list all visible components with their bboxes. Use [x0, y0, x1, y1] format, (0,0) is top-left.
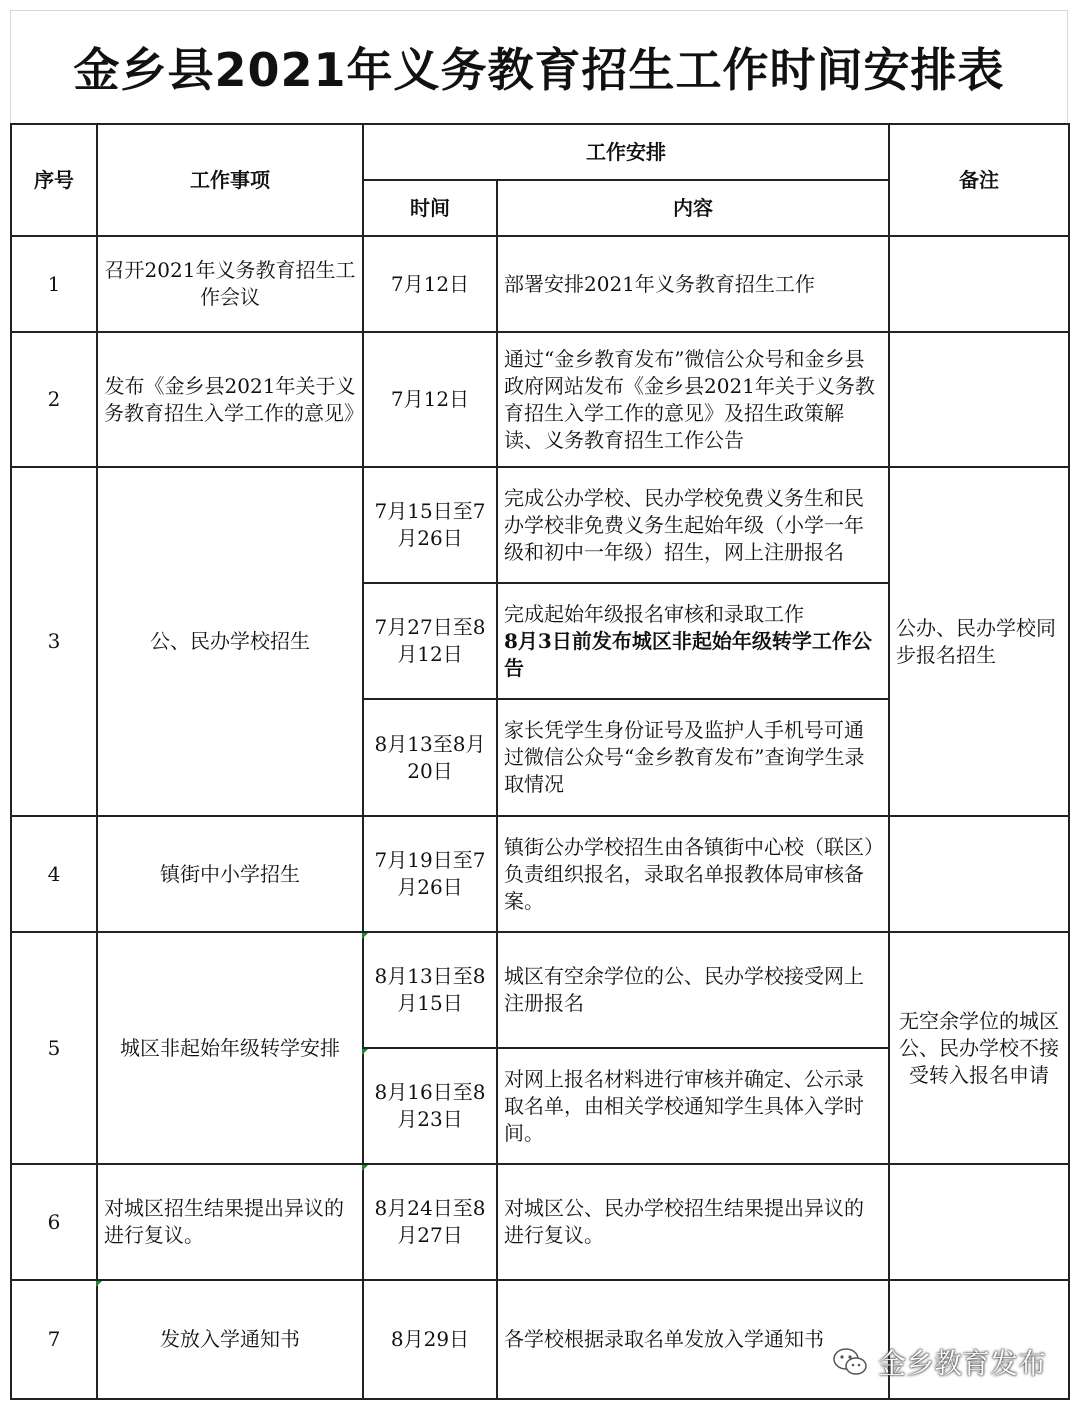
cell-content: 家长凭学生身份证号及监护人手机号可通过微信公众号“金乡教育发布”查询学生录取情况: [497, 699, 889, 816]
cell-content: 完成公办学校、民办学校免费义务生和民办学校非免费义务生起始年级（小学一年级和初中一年级）招生，网上注册报名: [497, 467, 889, 583]
cell-content: 镇街公办学校招生由各镇街中心校（联区）负责组织报名，录取名单报教体局审核备案。: [497, 816, 889, 932]
cell-seq: 1: [11, 236, 97, 332]
header-arrangement: 工作安排: [363, 124, 889, 180]
cell-time: 8月16日至8月23日: [363, 1048, 497, 1164]
table-row: [11, 332, 1069, 467]
cell-content: [497, 583, 889, 699]
cell-time: 7月15日至7月26日: [363, 467, 497, 583]
cell-seq: 2: [11, 332, 97, 467]
cell-time: 7月27日至8月12日: [363, 583, 497, 699]
cell-note: [889, 816, 1069, 932]
watermark: [832, 1340, 1046, 1384]
title-box: [10, 10, 1068, 123]
header-time: 时间: [363, 180, 497, 236]
cell-marker: [96, 1281, 102, 1287]
cell-item: 公、民办学校招生: [97, 467, 363, 816]
table-row: [11, 1164, 1069, 1280]
cell-item: 城区非起始年级转学安排: [97, 932, 363, 1164]
cell-note: [889, 332, 1069, 467]
watermark-text: 金乡教育发布: [877, 1347, 1046, 1380]
content-line: 完成起始年级报名审核和录取工作: [504, 601, 804, 626]
cell-item: 镇街中小学招生: [97, 816, 363, 932]
cell-content: 对城区公、民办学校招生结果提出异议的进行复议。: [497, 1164, 889, 1280]
content-line-bold: 8月3日前发布城区非起始年级转学工作公告: [504, 628, 872, 680]
cell-seq: 3: [11, 467, 97, 816]
wechat-icon: [832, 1347, 868, 1377]
header-item: 工作事项: [97, 124, 363, 236]
header-content: 内容: [497, 180, 889, 236]
cell-time: 7月12日: [363, 236, 497, 332]
cell-note: 无空余学位的城区公、民办学校不接受转入报名申请: [889, 932, 1069, 1164]
header-note: 备注: [889, 124, 1069, 236]
cell-time: 8月13至8月20日: [363, 699, 497, 816]
cell-seq: 5: [11, 932, 97, 1164]
schedule-table: [10, 123, 1070, 1400]
table-row: [11, 932, 1069, 1048]
cell-seq: 4: [11, 816, 97, 932]
cell-content: 各学校根据录取名单发放入学通知书: [497, 1280, 889, 1399]
cell-time: 7月19日至7月26日: [363, 816, 497, 932]
cell-time: 8月13日至8月15日: [363, 932, 497, 1048]
cell-content: 部署安排2021年义务教育招生工作: [497, 236, 889, 332]
cell-marker: [362, 933, 368, 939]
cell-note: [889, 1164, 1069, 1280]
header-row-1: [11, 124, 1069, 180]
table-row: [11, 467, 1069, 583]
cell-note: 公办、民办学校同步报名招生: [889, 467, 1069, 816]
table-row: [11, 236, 1069, 332]
header-seq: 序号: [11, 124, 97, 236]
cell-seq: 6: [11, 1164, 97, 1280]
cell-content: 通过“金乡教育发布”微信公众号和金乡县政府网站发布《金乡县2021年关于义务教育招生入学工作的意见》及招生政策解读、义务教育招生工作公告: [497, 332, 889, 467]
cell-content: 城区有空余学位的公、民办学校接受网上注册报名: [497, 932, 889, 1048]
cell-marker: [362, 1165, 368, 1171]
cell-note: [889, 236, 1069, 332]
cell-marker: [362, 1049, 368, 1055]
cell-item: 召开2021年义务教育招生工作会议: [97, 236, 363, 332]
cell-time: 7月12日: [363, 332, 497, 467]
page-title: 金乡县2021年义务教育招生工作时间安排表: [73, 43, 1005, 97]
table-row: [11, 816, 1069, 932]
cell-time: 8月24日至8月27日: [363, 1164, 497, 1280]
cell-item: 对城区招生结果提出异议的进行复议。: [97, 1164, 363, 1280]
cell-item: 发放入学通知书: [97, 1280, 363, 1399]
cell-seq: 7: [11, 1280, 97, 1399]
cell-content: 对网上报名材料进行审核并确定、公示录取名单，由相关学校通知学生具体入学时间。: [497, 1048, 889, 1164]
cell-time: 8月29日: [363, 1280, 497, 1399]
cell-item: 发布《金乡县2021年关于义务教育招生入学工作的意见》: [97, 332, 363, 467]
